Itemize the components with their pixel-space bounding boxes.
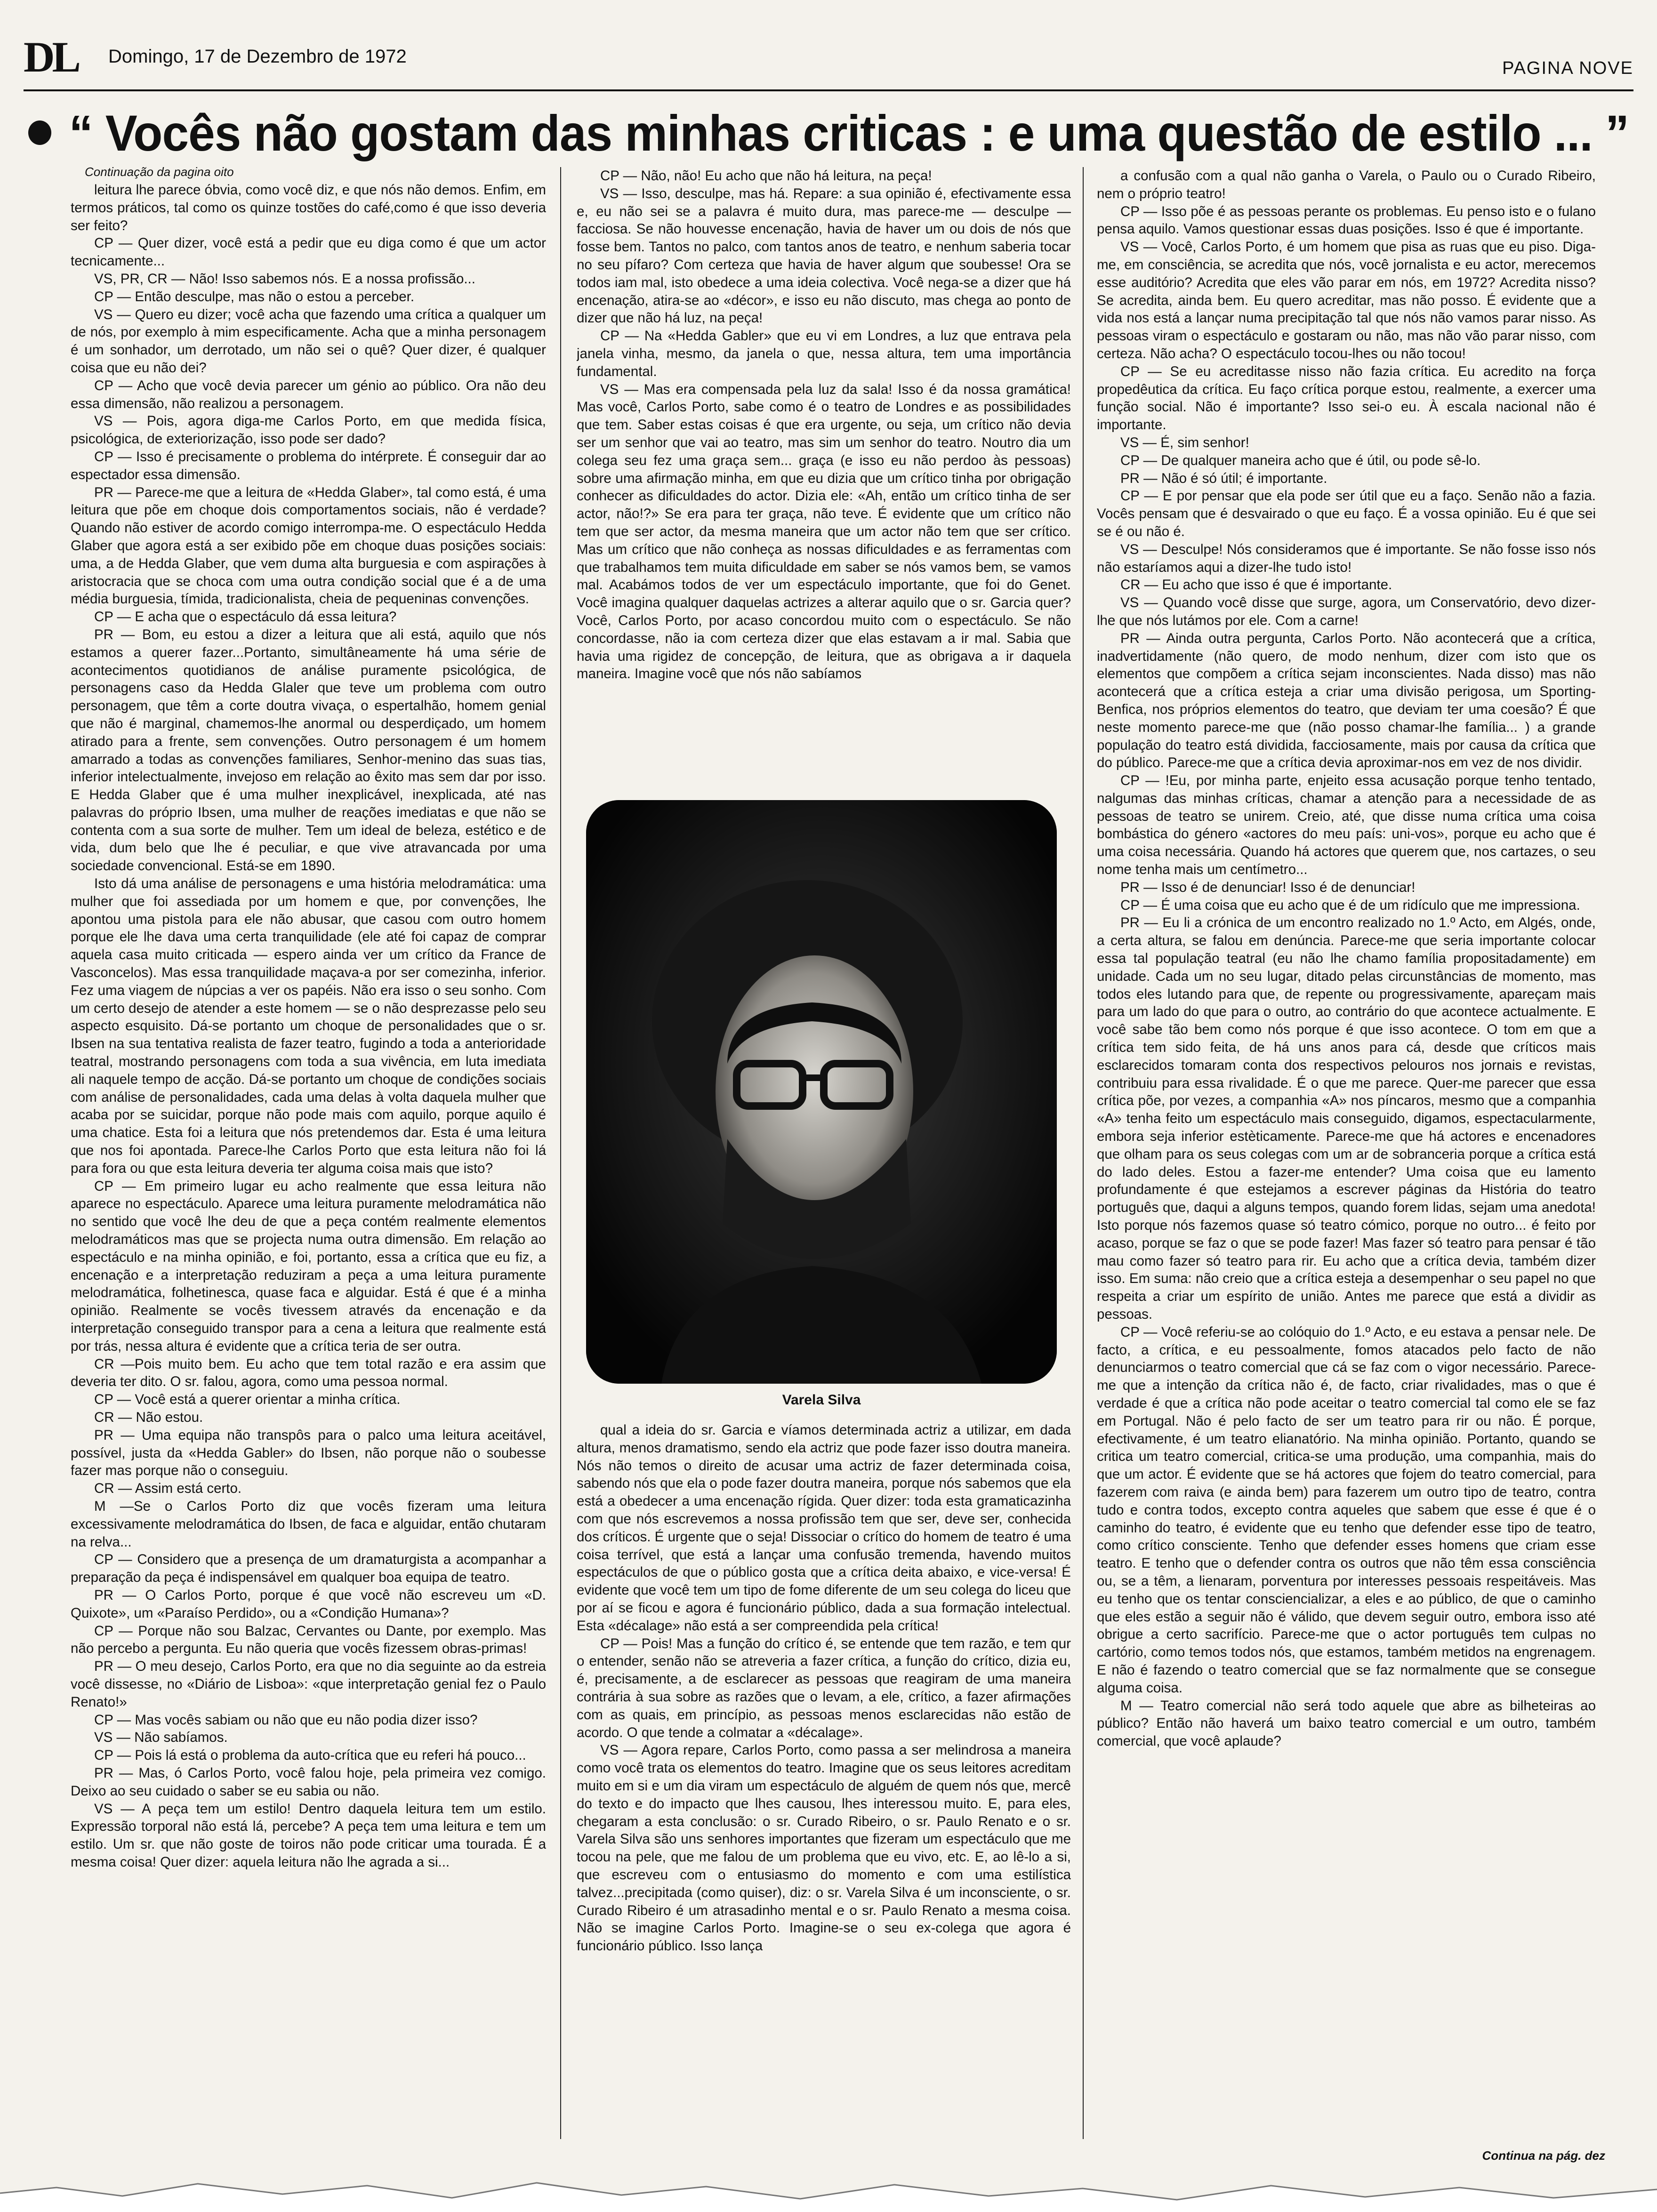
article-paragraph: CR —Pois muito bem. Eu acho que tem total razão e era assim que deveria ter dito. O sr. falou, agora, como uma pessoa normal.	[71, 1356, 546, 1390]
article-paragraph: VS — Mas era compensada pela luz da sala! Isso é da nossa gramática! Mas você, Carlos Porto, sabe como é o teatro de Londres e as possibilidades que tem. Saber estas coisas é que era urgente, ou seja, um crítico não devia ser um senhor que vai ao teatro, mas sim um senhor do teatro. Noutro dia um colega seu fez uma graça sem... graça (e isso eu não perdoo às pessoas) sobre uma afirmação minha, em que eu dizia que um crítico tinha por obrigação conhecer as dificuldades do actor. Dizia ele: «Ah, então um crítico tinha de ser actor, não!?» Se era para ter graça, não teve. É evidente que um crítico não tem que ser actor, da mesma maneira que um actor não tem que ser crítico. Mas um crítico que não conheça as nossas dificuldades e as ferramentas com que trabalhamos tem muita dificuldade em saber se nós vamos bem, se vamos mal. Acabámos todos de ver um espectáculo importante, que foi do Genet. Você imagina qualquer daquelas actrizes a alterar aquilo que o sr. Garcia quer? Você, Carlos Porto, por acaso concordou muito com o espectáculo. Se não concordasse, não ia com certeza dizer que elas estavam a ir mal. Sabia que havia uma rigidez de concepção, de leitura, que as obrigava a ir daquela maneira. Imagine você que nós não sabíamos	[577, 381, 1071, 682]
article-paragraph: CP — Pois! Mas a função do crítico é, se entende que tem razão, e tem qur o entender, senão não se atreveria a fazer crítica, a função do crítico, dizia eu, é, precisamente, a de esclarecer as pessoas que reagiram de uma maneira contrária à sua sobre as razões que o levam, a ele, crítico, a fazer afirmações com as quais, em princípio, as pessoas menos esclarecidas não estão de acordo. O que tende a colmatar a «décalage».	[577, 1635, 1071, 1740]
article-paragraph: M — Teatro comercial não será todo aquele que abre as bilheteiras ao público? Então não haverá um baixo teatro comercial e um outro, também comercial, que você aplaude?	[1097, 1698, 1596, 1749]
article-paragraph: CR — Assim está certo.	[94, 1481, 242, 1497]
header-rule	[24, 89, 1633, 91]
article-paragraph: VS — Agora repare, Carlos Porto, como passa a ser melindrosa a maneira como você trata os elementos do teatro. Imagine que os seus leitores acreditam muito em si e um dia viram um espectáculo de alguém de quem nós que, mercê do texto e do impacto que lhes causou, lhes interessou muito. E, para eles, chegaram a esta conclusão: o sr. Curado Ribeiro, o sr. Paulo Renato e o sr. Varela Silva são uns senhores importantes que fizeram um espectáculo que me tocou na pele, que me falou de um problema que eu vivo, etc. E, ao lê-lo a si, que escreveu com o entusiasmo do momento e com uma estilística talvez...precipitada (como quiser), diz: o sr. Varela Silva é um inconsciente, o sr. Curado Ribeiro é um atrasadinho mental e o sr. Paulo Renato a mesma coisa. Não se imagine Carlos Porto. Imagine-se o seu ex-colega que agora é funcionário público. Isso lança	[577, 1742, 1071, 1954]
article-paragraph: VS — É, sim senhor!	[1120, 434, 1249, 450]
article-paragraph: VS — Quero eu dizer; você acha que fazendo uma crítica a qualquer um de nós, por exemplo à mim especificamente. Acha que a minha personagem é um sonhador, um derrotado, um não sei o quê? Quer dizer, é qualquer coisa que eu não dei?	[71, 306, 546, 376]
article-column-3	[1097, 167, 1596, 2141]
continued-from-note: Continuação da pagina oito	[85, 165, 234, 179]
photo-caption: Varela Silva	[782, 1392, 861, 1408]
article-paragraph: M —Se o Carlos Porto diz que vocês fizeram uma leitura excessivamente melodramática do Ibsen, de faca e alguidar, então chutaram na relva...	[71, 1498, 546, 1550]
article-paragraph: CP — Isso é precisamente o problema do intérprete. É conseguir dar ao espectador essa dimensão.	[71, 449, 546, 482]
masthead	[24, 19, 1633, 80]
article-paragraph: PR — Parece-me que a leitura de «Hedda Glaber», tal como está, é uma leitura que põe em choque dois comportamentos sociais, não é verdade? Quando não estiver de acordo comigo interrompa-me. O espectáculo Hedda Glaber que agora está a ser exibido põe em choque duas posições sociais: uma, a de Hedda Glaber, que vem duma alta burguesia e com aspirações à aristocracia que se choca com uma outra condição social que é a de uma média burguesia, tímida, tradicionalista, cheia de pequeninas convenções.	[71, 484, 546, 607]
article-paragraph: CP — Se eu acreditasse nisso não fazia crítica. Eu acredito na força propedêutica da crítica. Eu faço crítica porque estou, realmente, a exercer uma função social. Não é importante? Isso sei-o eu. À escala nacional não é importante.	[1097, 363, 1596, 433]
article-paragraph: CP — Isso põe é as pessoas perante os problemas. Eu penso isto e o fulano pensa aquilo. Vamos questionar essas duas posições. Isso é que é importante.	[1097, 203, 1596, 237]
article-paragraph: PR — Mas, ó Carlos Porto, você falou hoje, pela primeira vez comigo. Deixo ao seu cuidado o saber se eu sabia ou não.	[71, 1765, 546, 1799]
page-number: PAGINA NOVE	[1502, 58, 1633, 78]
portrait-image	[586, 800, 1057, 1384]
article-paragraph: CP — É uma coisa que eu acho que é de um ridículo que me impressiona.	[1120, 897, 1580, 913]
column-divider	[560, 167, 561, 2139]
newspaper-logo: DL	[24, 33, 78, 81]
article-paragraph: CP — Você referiu-se ao colóquio do 1.º Acto, e eu estava a pensar nele. De facto, a crítica, e eu pessoalmente, fomos atacados pelo facto de não denunciarmos o teatro comercial que cá se faz com o vigor necessário. Parece-me que a intenção da crítica não é, de facto, criar rivalidades, mas o que é verdade é que a crítica não pode aceitar o teatro comercial tal como ele se faz em Portugal. Não é pelo facto de ser um teatro para rir ou não. É porque, efectivamente, é um teatro elianatório. Na minha opinião. Portanto, quando se critica um teatro comercial, critica-se uma produção, uma companhia, mais do que um actor. É evidente que se há actores que fojem do teatro comercial, para fazerem com raiva (e ainda bem) para fazerem um outro tipo de teatro, contra tudo e contra todos, excepto contra aqueles que sabem que esse é que é o caminho do teatro, é evidente que eu tenho que defender esse tipo de teatro, como crítico consciente. Tenho que defender esses homens que criam esse teatro. E tenho que o defender contra os outros que não têm essa consciência ou, se a têm, a lienaram, porventura por interesses pessoais respeitáveis. Mas eu tenho que os tentar consciencializar, a eles e ao público, de que o caminho que eles estão a seguir não é válido, que devem seguir outro, embora isso até obrigue a certo sacrifício. Parece-me que o actor português tem culpas no cartório, como temos todos nós, que estamos, também metidos na engrenagem. E não é fazendo o teatro comercial que se faz normalmente que se consegue alguma coisa.	[1097, 1324, 1596, 1696]
article-paragraph: qual a ideia do sr. Garcia e víamos determinada actriz a utilizar, em dada altura, menos dramatismo, sendo ela actriz que pode fazer isso doutra maneira. Nós não temos o direito de acusar uma actriz de fazer determinada coisa, sabendo nós que ela o pode fazer doutra maneira, porque nós sabemos que ela está a obedecer a uma encenação rígida. Quer dizer: toda esta gramaticazinha com que nós escrevemos a nossa profissão tem que ser, deve ser, conhecida dos críticos. É urgente que o seja! Dissociar o crítico do homem de teatro é uma coisa terrível, que está a lançar uma confusão tremenda, havendo muitos espectáculos de que o público gosta que a crítica deita abaixo, e vice-versa! É evidente que você tem um tipo de fome diferente de um seu colega do liceu que por aí se ficou e agora é funcionário público, dada a sua formação intelectual. Esta «décalage» não está a ser compreendida pela crítica!	[577, 1422, 1071, 1634]
article-paragraph: CP — Na «Hedda Gabler» que eu vi em Londres, a luz que entrava pela janela vinha, mesmo, da janela o que, nessa altura, tem uma importância fundamental.	[577, 328, 1071, 379]
article-headline	[28, 104, 1629, 165]
article-paragraph: CP — Pois lá está o problema da auto-crítica que eu referi há pouco...	[94, 1747, 526, 1763]
bullet-icon	[28, 120, 51, 145]
article-column-2-bottom	[577, 1421, 1071, 2141]
article-paragraph: PR — O meu desejo, Carlos Porto, era que no dia seguinte ao da estreia você dissesse, no «Diário de Lisboa»: «que interpretação genial fez o Paulo Renato!»	[71, 1659, 546, 1710]
article-paragraph: VS — Pois, agora diga-me Carlos Porto, em que medida física, psicológica, de exteriorização, isso pode ser dado?	[71, 413, 546, 447]
article-column-2-top	[577, 167, 1071, 800]
article-paragraph: PR — Eu li a crónica de um encontro realizado no 1.º Acto, em Algés, onde, a certa altura, se falou em denúncia. Parece-me que seria importante colocar essa tal população teatral (eu não lhe chamo família propositadamente) em unidade. Cada um no seu lugar, ditado pelas circunstâncias de momento, mas todos eles lutando para que, de repente ou progressivamente, apareçam mais para um lado do que para o outro, ao contrário do que acontece actualmente. E você sabe tão bem como nós porque é que isso acontece. O tom em que a crítica tem sido feita, de há uns anos para cá, desde que críticos mais esclarecidos tomaram conta dos respectivos pelouros nos jornais e revistas, contribuiu para essa rivalidade. É o que me parece. Quer-me parecer que essa crítica põe, por vezes, a companhia «A» nos píncaros, mesmo que a companhia «A» tenha feito um espectáculo mais conseguido, digamos, espectacularmente, embora seja inferior estèticamente. Parece-me que há actores e encenadores que olham para os seus colegas com um ar de sobranceria porque a crítica está do lado deles. Estou a fazer-me entender? Uma coisa que eu lamento profundamente é que estejamos a escrever páginas da História do teatro português que, daqui a alguns tempos, quando forem lidas, sejam uma anedota! Isto porque nós fazemos quase só teatro cómico, porque no outro... é feito por acaso, porque se faz o que se pode fazer! Mas fazer só teatro para pensar é tão mau como fazer só teatro para rir. Eu acho que a crítica devia, também dizer isso. Em suma: não creio que a crítica esteja a desempenhar o seu papel no que respeita a criar um espírito de união. Antes me parece que está a dividir as pessoas.	[1097, 915, 1596, 1322]
article-paragraph: leitura lhe parece óbvia, como você diz, e que nós não demos. Enfim, em termos práticos, tal como os quinze tostões do café,como é que isso deveria ser feito?	[71, 182, 546, 233]
article-paragraph: PR — Ainda outra pergunta, Carlos Porto. Não acontecerá que a crítica, inadvertidamente (não quero, de modo nenhum, dizer com isto que os elementos que compõem a crítica sejam inconscientes. Nada disso) mas não acontecerá que a crítica esteja a criar uma divisão perigosa, um Sporting-Benfica, nos próprios elementos do teatro, que deviam ter uma coesão? É que neste momento parece-me que (não posso chamar-lhe família... ) a grande população do teatro está dividida, facciosamente, mais por causa da crítica que do público. Parece-me que a crítica devia aproximar-nos em vez de nos dividir.	[1097, 630, 1596, 771]
article-paragraph: CP — Considero que a presença de um dramaturgista a acompanhar a preparação da peça é indispensável em qualquer boa equipa de teatro.	[71, 1552, 546, 1586]
article-paragraph: VS — Você, Carlos Porto, é um homem que pisa as ruas que eu piso. Diga-me, em consciência, se acredita que nós, você jornalista e eu actor, merecemos esse auditório? Acredita que eles vão parar em nós, em 1972? Acredita nisso? Se acredita, ainda bem. Eu quero acreditar, mas não posso. É evidente que a vida nos está a lançar numa precipitação tal que nós não vamos parar nisso. As pessoas viram o espectáculo e gostaram ou não, mas não vão parar nisso, com certeza. Não acha? O espectáculo tocou-lhes ou não tocou!	[1097, 239, 1596, 361]
article-paragraph: CP — E por pensar que ela pode ser útil que eu a faço. Senão não a fazia. Vocês pensam que é desvairado o que eu faço. É a vossa opinião. Eu é que sei se é ou não é.	[1097, 488, 1596, 539]
column-divider	[1083, 167, 1084, 2139]
headline-text: “ Vocês não gostam das minhas criticas : e uma questão de estilo ... ”	[69, 104, 1629, 161]
article-paragraph: CP — Você está a querer orientar a minha crítica.	[94, 1392, 401, 1408]
article-paragraph: CP — Quer dizer, você está a pedir que eu diga como é que um actor tecnicamente...	[71, 235, 546, 269]
continued-to-note: Continua na pág. dez	[1482, 2148, 1605, 2163]
issue-date: Domingo, 17 de Dezembro de 1972	[108, 46, 407, 67]
portrait-photo	[586, 800, 1057, 1384]
article-paragraph: CP — Em primeiro lugar eu acho realmente que essa leitura não aparece no espectáculo. Aparece uma leitura puramente melodramática não no sentido que você lhe deu de que a peça contém realmente elementos melodramáticos mas que se projecta numa outra dimensão. Em relação ao espectáculo e na minha opinião, e foi, portanto, essa a crítica que eu fiz, a encenação e a interpretação reduziram a peça a uma leitura puramente melodramática, folhetinesca, quase faca e alguidar. Está é que é a minha opinião. Realmente se vocês tivessem através da encenação e da interpretação conseguido transpor para a cena a leitura que realmente está por trás, nessa altura é evidente que a crítica teria de ser outra.	[71, 1178, 546, 1354]
article-paragraph: CP — Então desculpe, mas não o estou a perceber.	[94, 289, 415, 305]
article-paragraph: a confusão com a qual não ganha o Varela, o Paulo ou o Curado Ribeiro, nem o próprio teatro!	[1097, 168, 1596, 201]
article-paragraph: CP — Não, não! Eu acho que não há leitura, na peça!	[600, 168, 932, 184]
article-paragraph: Isto dá uma análise de personagens e uma história melodramática: uma mulher que foi assediada por um homem e que, por convenções, lhe apontou uma pistola para ele não abusar, que casou com outro homem porque ele lhe dava uma certa tranquilidade (ele até foi capaz de comprar aquela casa muito criticada — espero ainda ver um crítico da France de Vasconcelos). Mas essa tranquilidade maçava-a por ser comezinha, inferior. Fez uma viagem de núpcias a ver os papéis. Não era isso o seu sonho. Com um certo desejo de atender a este homem — se o não desprezasse pelo seu aspecto esquisito. Dá-se portanto um choque de personalidades que o sr. Ibsen na sua tentativa realista de fazer teatro, fugindo a toda a anterioridade teatral, mostrando personagens com toda a sua vivência, em luta imediata ali naquele tempo de acção. Dá-se portanto um choque de condições sociais com análise de personalidades, cada uma delas à volta daquela mulher que acaba por se suicidar, porque não pode mais com aquilo, porque aquilo é uma chatice. Esta foi a leitura que nós pretendemos dar. Esta é uma leitura que nos foi apontada. Parece-lhe Carlos Porto que esta leitura não foi lá para fora ou que esta leitura deveria ter alguma coisa mais que isto?	[71, 876, 546, 1176]
article-paragraph: CR — Não estou.	[94, 1409, 203, 1425]
article-column-1	[71, 181, 546, 2141]
article-paragraph: CP — Acho que você devia parecer um génio ao público. Ora não deu essa dimensão, não realizou a personagem.	[71, 377, 546, 411]
torn-edge	[0, 2165, 1657, 2212]
article-paragraph: VS, PR, CR — Não! Isso sabemos nós. E a nossa profissão...	[94, 271, 475, 287]
article-paragraph: VS — Quando você disse que surge, agora, um Conservatório, devo dizer-lhe que nós lutámos por ele. Com a carne!	[1097, 595, 1596, 628]
article-paragraph: VS — Desculpe! Nós consideramos que é importante. Se não fosse isso nós não estaríamos aqui a dizer-lhe tudo isto!	[1097, 541, 1596, 575]
article-paragraph: CP — Mas vocês sabiam ou não que eu não podia dizer isso?	[94, 1712, 478, 1728]
article-paragraph: PR — Uma equipa não transpôs para o palco uma leitura aceitável, possível, justa da «Hedda Gabler» do Ibsen, não porque não o soubesse fazer mas porque não o conseguiu.	[71, 1427, 546, 1479]
article-paragraph: CP — Porque não sou Balzac, Cervantes ou Dante, por exemplo. Mas não percebo a pergunta. Eu não queria que vocês fizessem obras-primas!	[71, 1623, 546, 1657]
article-paragraph: CR — Eu acho que isso é que é importante.	[1120, 577, 1392, 593]
article-paragraph: PR — Bom, eu estou a dizer a leitura que ali está, aquilo que nós estamos a querer fazer...Portanto, simultâneamente há uma série de acontecimentos quotidianos de análise puramente psicológica, de personagens caso da Hedda Glaler que teve um problema com outro personagem, que têm a corte doutra vivaça, o espertalhão, homem genial que não é marginal, chamemos-lhe anormal ou desperdiçado, um homem atirado para a frente, sem convenções. Outro personagem é um homem amarrado a todas as convenções familiares, Senhor-menino das suas tias, inferior intelectualmente, invejoso em relação ao êxito mas sem dar por isso. E Hedda Glaber que é uma mulher inexplicável, inexplicada, até nas palavras do próprio Ibsen, uma mulher de reações imediatas e que não se contenta com a sua sorte de mulher. Tem um ideal de beleza, estético e de vida, dum belo que lhe é peculiar, e que vive atravancada por uma sociedade convencional. Está-se em 1890.	[71, 626, 546, 874]
article-paragraph: VS — A peça tem um estilo! Dentro daquela leitura tem um estilo. Expressão torporal não está lá, percebe? A peça tem uma leitura e tem um estilo. Um sr. que não goste de toiros não pode criticar uma tourada. É a mesma coisa! Quer dizer: aquela leitura não lhe agrada a si...	[71, 1801, 546, 1870]
article-paragraph: PR — Isso é de denunciar! Isso é de denunciar!	[1120, 879, 1416, 895]
article-paragraph: PR — Não é só útil; é importante.	[1120, 470, 1327, 486]
article-paragraph: PR — O Carlos Porto, porque é que você não escreveu um «D. Quixote», um «Paraíso Perdido», ou a «Condição Humana»?	[71, 1587, 546, 1621]
article-paragraph: VS — Isso, desculpe, mas há. Repare: a sua opinião é, efectivamente essa e, eu não sei se a palavra é muito dura, mas parece-me — desculpe — facciosa. Se não houvesse encenação, havia de haver um ou dois de nós que fosse bem. Tantos no palco, com tantos anos de teatro, e nenhum saberia tocar no seu pífaro? Com certeza que havia de haver algum que soubesse! Ora se todos iam mal, isto obedece a uma ideia colectiva. Você nega-se a dizer que há encenação, atira-se ao «décor», e isso eu não discuto, mas chega ao ponto de dizer que não há luz, na peça!	[577, 185, 1071, 326]
article-paragraph: CP — !Eu, por minha parte, enjeito essa acusação porque tenho tentado, nalgumas das minhas críticas, chamar a atenção para a necessidade de as pessoas de teatro se unirem. Creio, até, que disse numa crítica uma coisa bombástica do género «actores do meu país: uni-vos», porque eu acho que é uma coisa necessária. Quando há actores que querem que, nos cartazes, o seu nome tenha mais um centímetro...	[1097, 773, 1596, 878]
article-paragraph: VS — Não sabíamos.	[94, 1730, 228, 1746]
article-paragraph: CP — De qualquer maneira acho que é útil, ou pode sê-lo.	[1120, 452, 1481, 468]
article-paragraph: CP — E acha que o espectáculo dá essa leitura?	[94, 609, 397, 625]
